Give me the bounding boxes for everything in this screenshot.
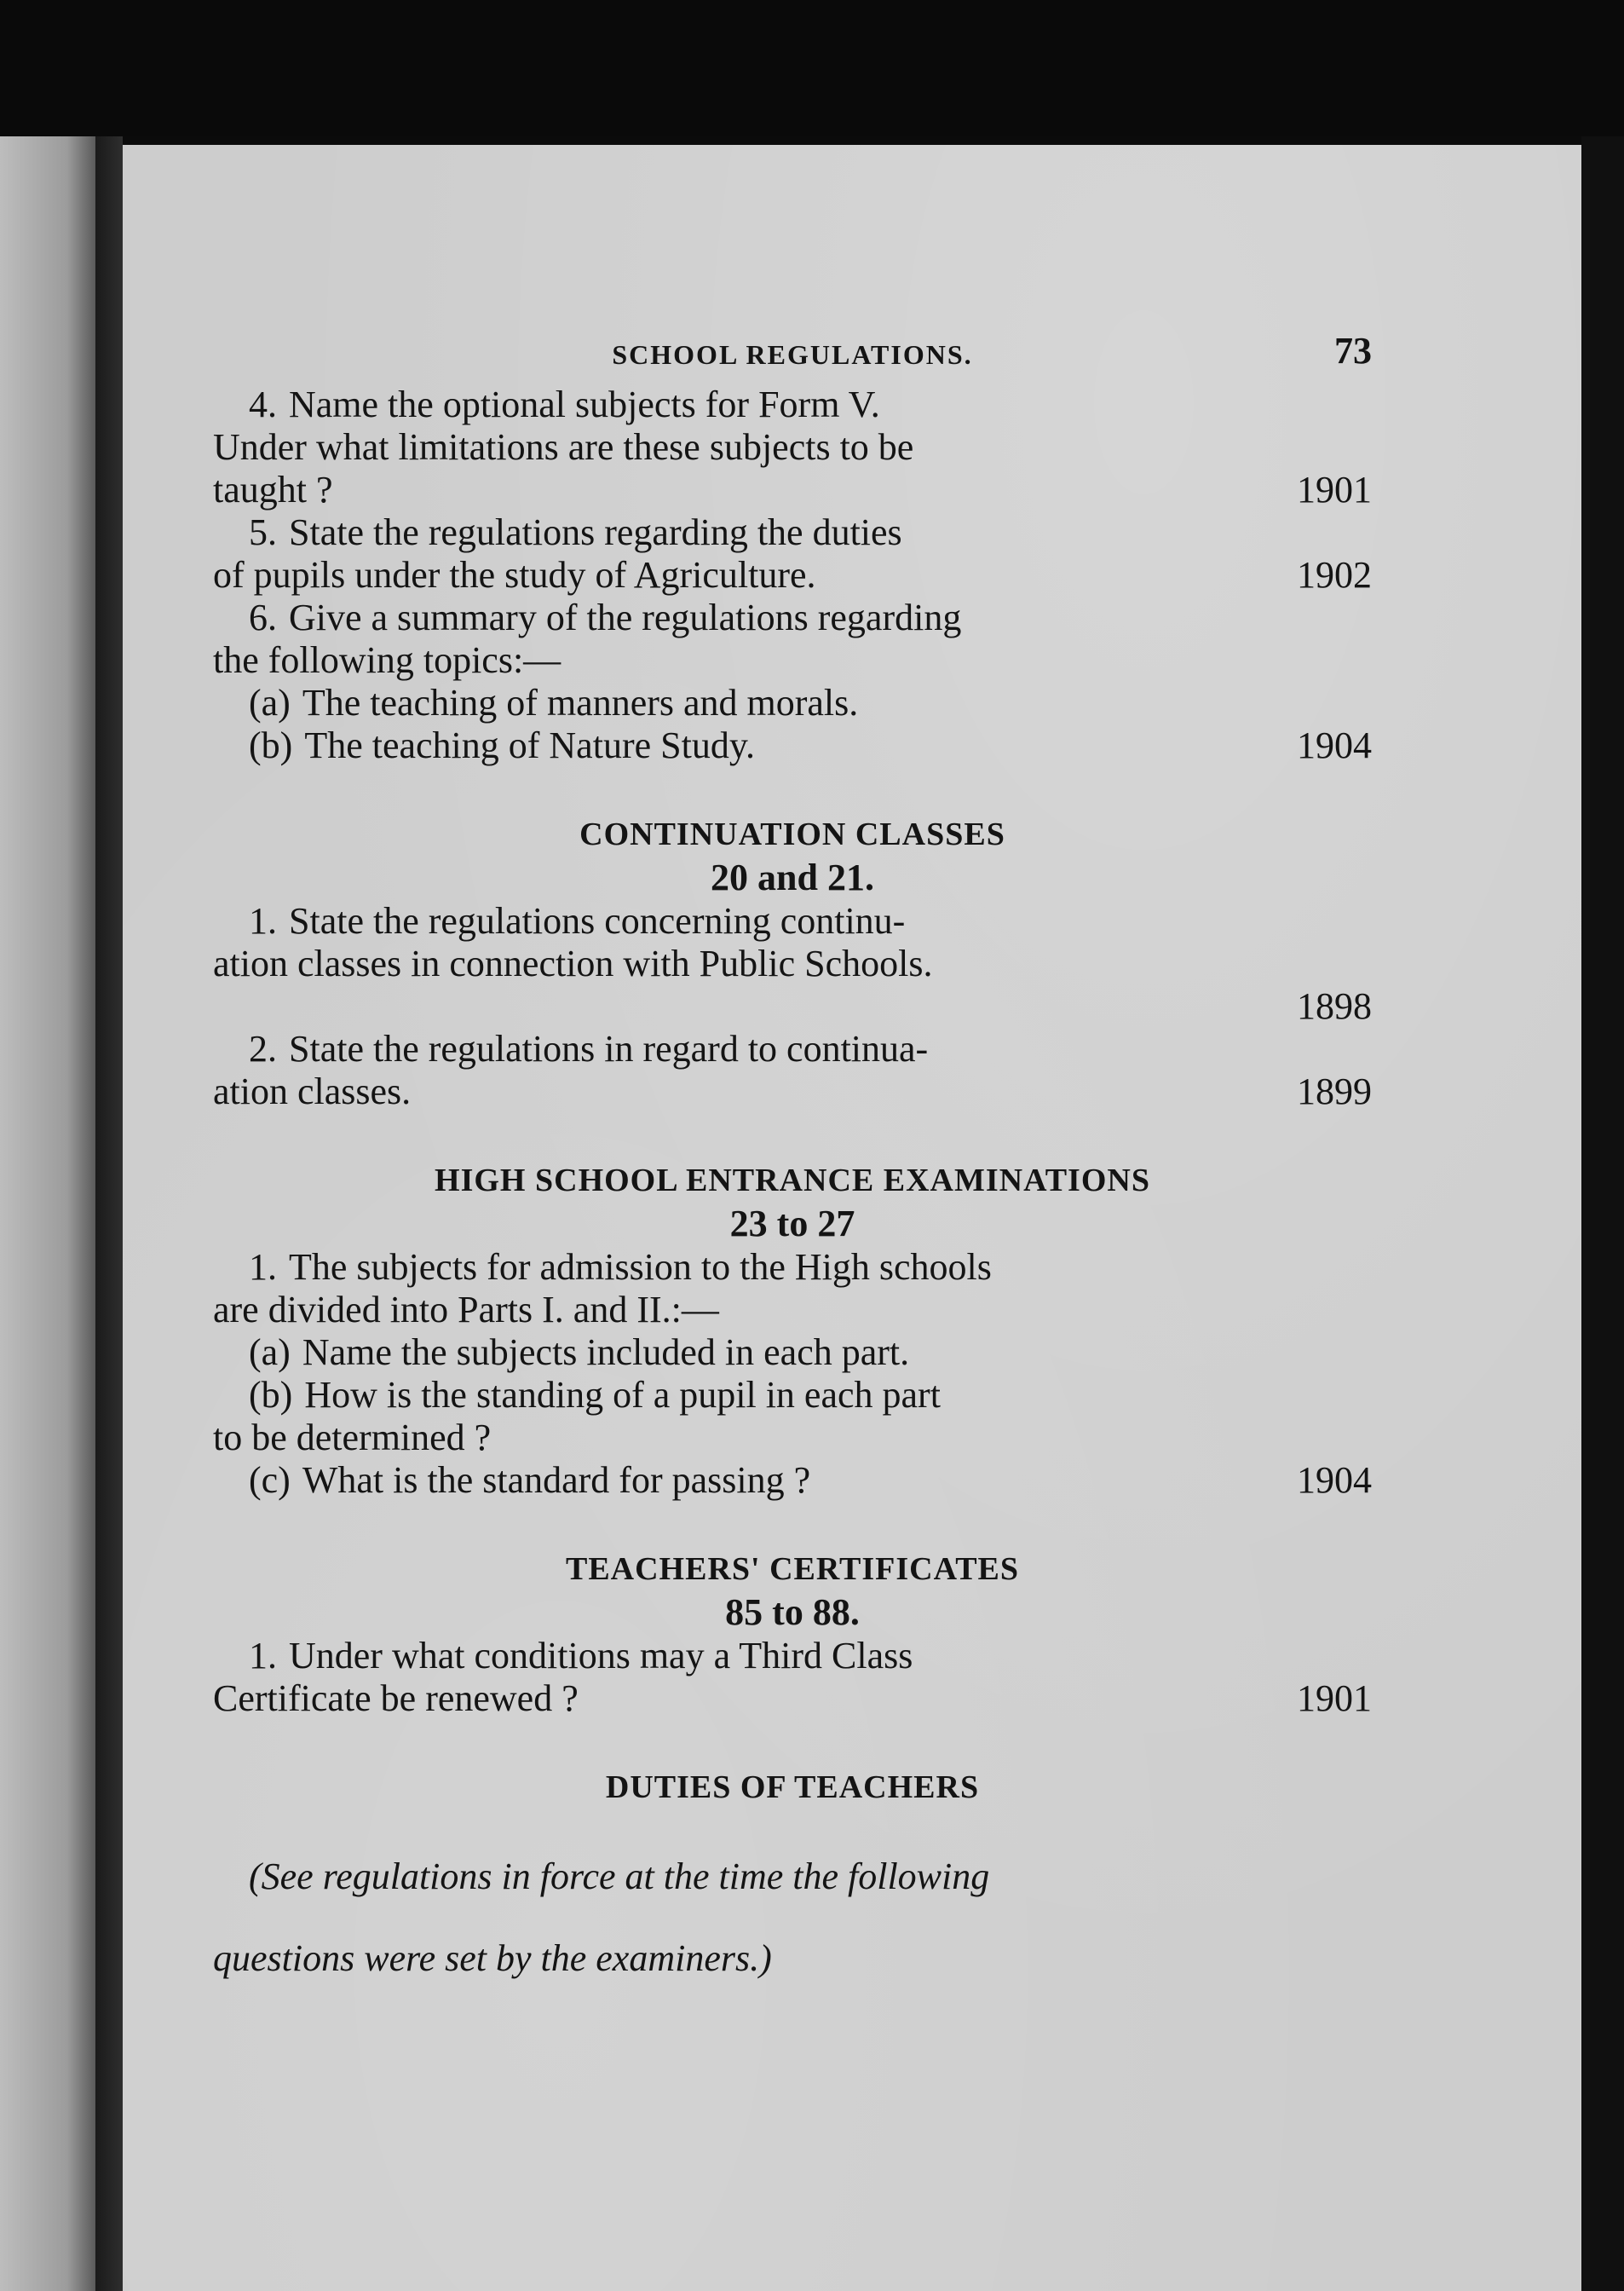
q5-line-1: 5. State the regulations regarding the duties [249,511,902,553]
section-title: DUTIES OF TEACHERS [605,1769,980,1805]
q4-line-3: taught ? 1901 [213,469,1372,511]
q6-item-b: (b) The teaching of Nature Study. 1904 [249,724,1372,766]
section-title: TEACHERS' CERTIFICATES [565,1551,1020,1587]
section-continuation-classes [213,813,1372,1113]
q5-year: 1902 [1297,554,1372,596]
tc-q1-line-2: Certificate be renewed ? 1901 [213,1677,1372,1719]
duties-note-line-2: questions were set by the examiners.) [213,1937,772,1979]
hs-q1-line-1: 1. The subjects for admission to the High schools [249,1246,992,1288]
page-number: 73 [1334,330,1372,372]
q6-line-2: the following topics:— [213,639,561,681]
q4-number: 4. [249,384,277,425]
scan-top-margin [0,0,1624,136]
q6-item-a: (a) The teaching of manners and morals. [249,682,859,724]
q6-number: 6. [249,597,277,638]
question-5 [213,511,1372,597]
facing-page-edge [0,136,95,2291]
section-teachers-certificates [213,1548,1372,1720]
hs-item-b: (b) How is the standing of a pupil in each part [249,1374,941,1416]
hs-item-c: (c) What is the standard for passing ? 1904 [249,1459,1372,1501]
hs-item-b-continued: to be determined ? [213,1417,492,1458]
hs-q1-line-2: are divided into Parts I. and II.:— [213,1289,719,1330]
question-6 [213,597,1372,767]
section-entrance-examinations [213,1159,1372,1502]
q4-year: 1901 [1297,469,1372,511]
running-title: SCHOOL REGULATIONS. [612,339,973,370]
duties-note-line-1: (See regulations in force at the time the following [249,1855,990,1897]
page-content [213,324,1372,2018]
section-range: 20 and 21. [711,857,874,898]
section-duties-of-teachers [213,1766,1372,1981]
book-gutter [95,136,123,2291]
question-4 [213,384,1372,511]
q6-line-1: 6. Give a summary of the regulations regarding [249,597,962,638]
cc-q1-year: 1898 [1297,985,1372,1027]
q5-line-2: of pupils under the study of Agriculture. 1902 [213,554,1372,596]
cc-q2-line-2: ation classes. 1899 [213,1070,1372,1112]
cc-q1-line-2: ation classes in connection with Public Schools. [213,943,933,984]
q6-year: 1904 [1297,724,1372,766]
hs-item-a: (a) Name the subjects included in each part. [249,1331,910,1373]
section-range: 85 to 88. [725,1591,860,1633]
section-range: 23 to 27 [729,1203,855,1244]
section-title: CONTINUATION CLASSES [579,817,1005,852]
tc-q1-line-1: 1. Under what conditions may a Third Class [249,1635,913,1676]
page-header [213,324,1372,384]
cc-q2-line-1: 2. State the regulations in regard to continua- [249,1028,929,1070]
hs-year: 1904 [1297,1459,1372,1501]
section-title: HIGH SCHOOL ENTRANCE EXAMINATIONS [435,1163,1150,1198]
q4-line-1: 4. Name the optional subjects for Form V. [249,384,880,425]
cc-q2-year: 1899 [1297,1070,1372,1112]
cc-q1-line-1: 1. State the regulations concerning continu- [249,900,906,942]
scan-right-margin [1581,136,1624,2291]
tc-year: 1901 [1297,1677,1372,1719]
q4-line-2: Under what limitations are these subjects to be [213,426,914,468]
q5-number: 5. [249,511,277,553]
